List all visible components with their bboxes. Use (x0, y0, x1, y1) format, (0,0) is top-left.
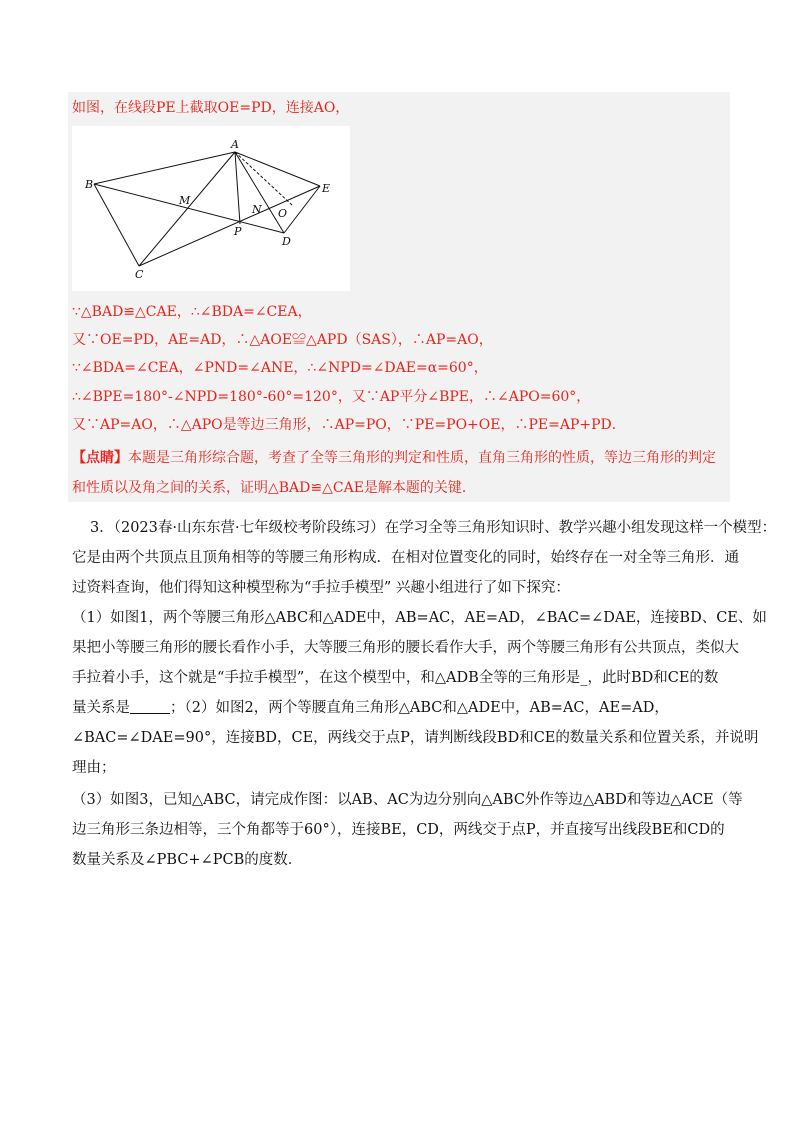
question-line: 3．（2023春·山东东营·七年级校考阶段练习）在学习全等三角形知识时、教学兴趣小组发现这样一个模型： (90, 520, 777, 536)
question-line: 边三角形三条边相等，三个角都等于60°），连接BE，CD，两线交于点P，并直接写出线段BE和CD的 (72, 822, 725, 838)
question-line: 它是由两个共顶点且顶角相等的等腰三角形构成．在相对位置变化的同时，始终存在一对全等三角形．通 (72, 550, 739, 566)
solution-step: ∵∠BDA=∠CEA，∠PND=∠ANE，∴∠NPD=∠DAE=α=60°， (72, 360, 488, 376)
question-line: 理由； (72, 760, 116, 776)
label-b: B (85, 178, 94, 191)
solution-step: 又∵OE=PD，AE=AD，∴△AOE≌△APD（SAS），∴AP=AO， (72, 332, 493, 348)
solution-intro: 如图，在线段PE上截取OE=PD，连接AO， (72, 100, 350, 116)
label-m: M (179, 194, 191, 207)
comment-text: 本题是三角形综合题，考查了全等三角形的判定和性质，直角三角形的性质，等边三角形的判定 (128, 450, 716, 466)
question-line: 数量关系及∠PBC+∠PCB的度数． (72, 852, 303, 868)
label-c: C (135, 268, 144, 281)
label-e: E (322, 182, 331, 195)
solution-step: ∵△BAD≌△CAE，∴∠BDA=∠CEA， (72, 304, 312, 320)
question-text: 量关系是 (72, 700, 130, 716)
question-line: （3）如图3，已知△ABC，请完成作图：以AB、AC为边分别向△ABC外作等边△ABD和等边△ACE（等 (72, 792, 743, 808)
question-line: （1）如图1，两个等腰三角形△ABC和△ADE中，AB=AC，AE=AD，∠BAC=∠DAE，连接BD、CE、如 (72, 610, 767, 626)
question-text: ；（2）如图2，两个等腰直角三角形△ABC和△ADE中，AB=AC，AE=AD， (170, 700, 669, 716)
question-line: 果把小等腰三角形的腰长看作小手，大等腰三角形的腰长看作大手，两个等腰三角形有公共顶点，类似大 (72, 640, 739, 656)
comment-line-2: 和性质以及角之间的关系，证明△BAD≌△CAE是解本题的关键． (72, 480, 476, 496)
label-o: O (278, 207, 288, 220)
geometry-figure (72, 126, 350, 291)
comment-tag: 【点睛】 (72, 450, 128, 466)
question-line: 手拉着小手，这个就是“手拉手模型”，在这个模型中，和△ADB全等的三角形是_，此时BD和CE的数 (72, 670, 719, 686)
solution-step: ∴∠BPE=180°-∠NPD=180°-60°=120°，又∵AP平分∠BPE，∴∠APO=60°， (72, 389, 591, 405)
label-n: N (252, 203, 262, 216)
question-line: 过资料查询，他们得知这种模型称为“手拉手模型” 兴趣小组进行了如下探究： (72, 580, 570, 596)
label-a: A (231, 138, 239, 151)
solution-step: 又∵AP=AO，∴△APO是等边三角形，∴AP=PO，∵PE=PO+OE，∴PE=AP+PD． (72, 417, 626, 433)
question-line-blank (72, 698, 669, 718)
question-line: ∠BAC=∠DAE=90°，连接BD，CE，两线交于点P，请判断线段BD和CE的数量关系和位置关系，并说明 (72, 730, 759, 746)
label-p: P (234, 225, 242, 238)
comment-line (72, 448, 716, 468)
answer-blank[interactable] (130, 699, 170, 714)
label-d: D (282, 235, 291, 248)
